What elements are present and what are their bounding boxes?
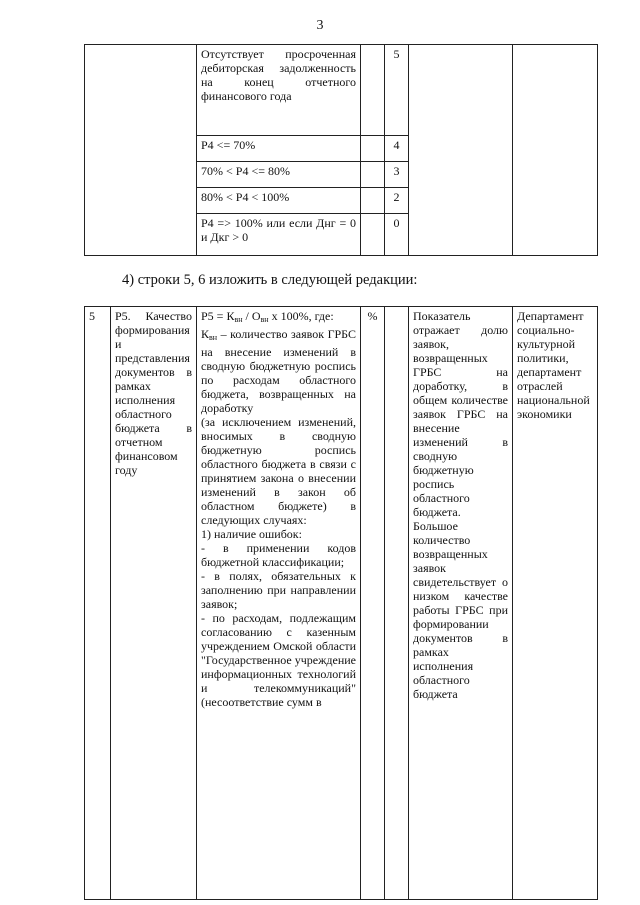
list-item: - в применении кодов бюджетной классификации; xyxy=(201,541,356,569)
criteria-table-top xyxy=(84,44,598,256)
exclusion-text: (за исключением изменений, вносимых в сводную бюджетную роспись областного бюджета в связи с принятием закона о внесении изменений в закон об областном бюджете) в следующих случаях: xyxy=(201,415,356,527)
list-item: - по расходам, подлежащим согласованию с казенным учреждением Омской области "Государственное учреждение информационных технологий и телекоммуникаций" (несоответствие сумм в xyxy=(201,611,356,709)
empty-cell xyxy=(513,45,598,256)
empty-cell xyxy=(361,214,385,256)
empty-cell xyxy=(409,45,513,256)
k-definition: $К_{вн}$ – количество заявок ГРБС на внесение изменений в сводную бюджетную роспись по расходам областного бюджета, возвращенных на доработку xyxy=(201,327,356,415)
empty-cell xyxy=(361,162,385,188)
page-number: 3 xyxy=(316,18,324,33)
indicator-name: Р5. Качество формирования и представления документов в рамках исполнения областного бюджета в отчетном финансовом году xyxy=(111,307,197,900)
criterion-text: Отсутствует просроченная дебиторская задолженность на конец отчетного финансового года xyxy=(197,45,361,136)
empty-cell xyxy=(385,307,409,900)
empty-cell xyxy=(85,45,197,256)
table-row xyxy=(85,45,598,136)
list-item: - в полях, обязательных к заполнению при направлении заявок; xyxy=(201,569,356,611)
criterion-text: 70% < Р4 <= 80% xyxy=(197,162,361,188)
criterion-text: 80% < Р4 < 100% xyxy=(197,188,361,214)
criterion-text: Р4 <= 70% xyxy=(197,136,361,162)
row-number: 5 xyxy=(85,307,111,900)
score-cell: 0 xyxy=(385,214,409,256)
section-heading: 4) строки 5, 6 изложить в следующей редакции: xyxy=(122,272,418,288)
empty-cell xyxy=(361,188,385,214)
score-cell: 3 xyxy=(385,162,409,188)
score-cell: 2 xyxy=(385,188,409,214)
empty-cell xyxy=(361,136,385,162)
score-cell: 5 xyxy=(385,45,409,136)
responsible-cell: Департамент социально-культурной политики, департамент отраслей национальной экономики xyxy=(513,307,598,900)
list-item: 1) наличие ошибок: xyxy=(201,527,302,541)
empty-cell xyxy=(361,45,385,136)
criterion-text: Р4 => 100% или если Днг = 0 и Дкг > 0 xyxy=(197,214,361,256)
formula-line: $Р5 = К_{вн} / О_{вн}$ x 100%, где: xyxy=(201,309,334,324)
description-cell: Показатель отражает долю заявок, возвращенных ГРБС на доработку, в общем количестве заявок ГРБС на внесение изменений в сводную бюджетную роспись областного бюджета. Большое количество возвращенных заявок свидетельствует о низком качестве работы ГРБС при формировании документов в рамках исполнения областного бюджета xyxy=(409,307,513,900)
formula-cell xyxy=(197,307,361,900)
score-cell: 4 xyxy=(385,136,409,162)
unit-cell: % xyxy=(361,307,385,900)
criteria-table-bottom xyxy=(84,306,598,900)
table-row xyxy=(85,307,598,900)
